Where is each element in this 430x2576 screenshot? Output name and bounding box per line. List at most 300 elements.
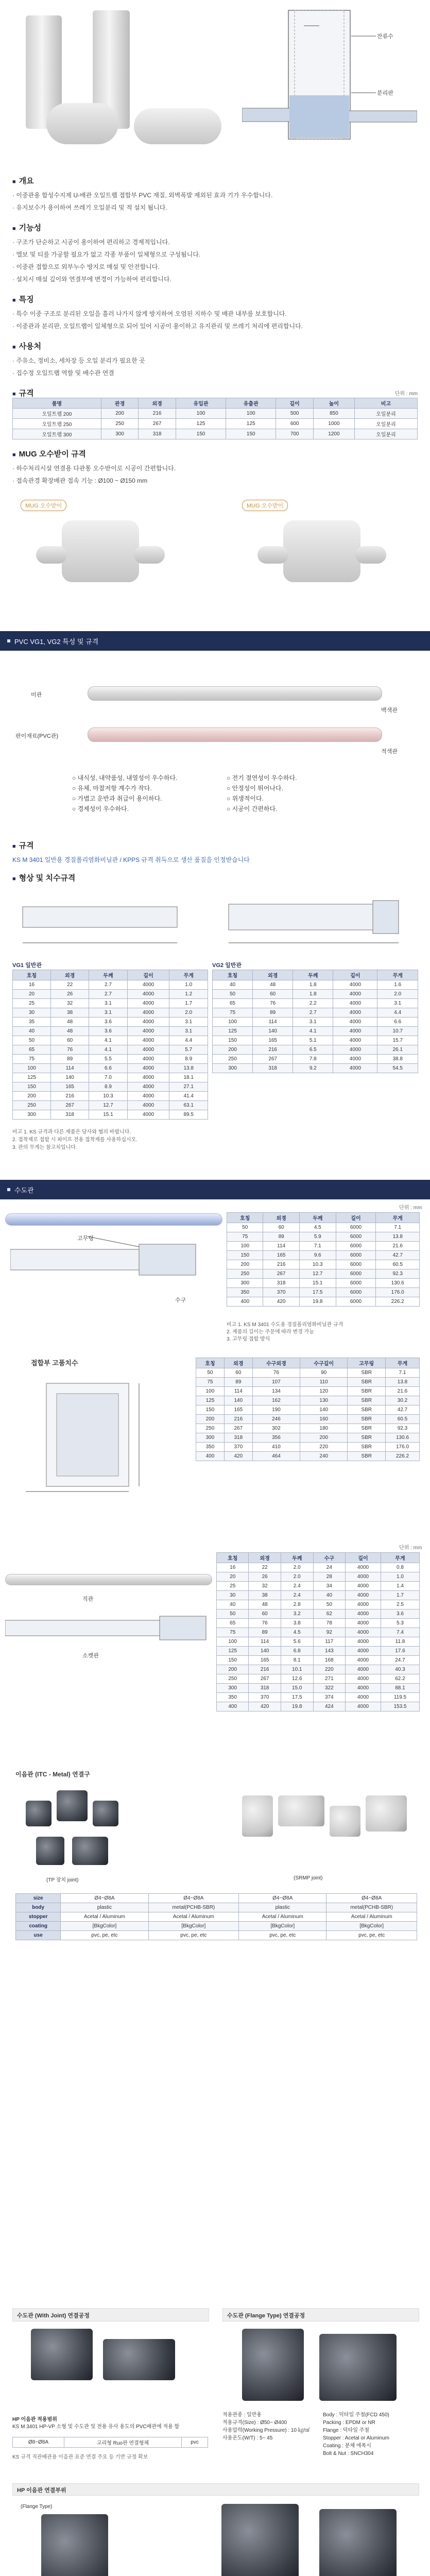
table-cell: 2.7: [89, 980, 127, 990]
th-out: 유출관: [226, 398, 276, 409]
table-cell: 125: [213, 1027, 253, 1036]
fit-left-label: (TP 장치 joint): [46, 1877, 79, 1883]
table-cell: 246: [252, 1415, 300, 1424]
table-cell: 24.7: [381, 1656, 419, 1665]
fitting-part-4: [36, 1837, 64, 1865]
water-note-3: 3. 고무링 접합 방식: [227, 1336, 270, 1342]
oil-trap-description: [12, 175, 419, 402]
table-cell: 374: [313, 1693, 345, 1702]
intro-line-1: · 이중관용 합성수지제 U-배관 오일트랩 접합부 PVC 재질, 외벽폭발 제외된 효과 기가 우수합니다.: [12, 192, 273, 199]
flange-spec-3: 사용압력(Working Pressure) : 10 ㎏/㎠: [222, 2428, 310, 2433]
table-row: [13, 1101, 208, 1110]
table-cell: 4000: [127, 980, 169, 990]
table-cell: 180: [300, 1424, 348, 1433]
table-row: [13, 1036, 208, 1045]
table-row: [217, 1591, 420, 1600]
table3-side-label: 직관: [82, 1596, 94, 1602]
table-cell: 4000: [333, 1036, 377, 1045]
table-cell: 60: [253, 990, 293, 999]
table-cell: 40: [313, 1591, 345, 1600]
table-cell: 4000: [127, 1036, 169, 1045]
table-cell: 322: [313, 1684, 345, 1693]
table-row: Ø8~Ø8A 고리형 Ruo판 연결형체 pvc: [13, 2437, 208, 2448]
table-cell: 130.6: [386, 1433, 420, 1443]
table-cell: 65: [13, 1045, 51, 1055]
fitting-part-9: [366, 1795, 407, 1832]
feature2-line-2: · 이중관과 분리판, 오일트랩이 일체형으로 되어 있어 시공이 용이하고 유지관리 및 쓰레기 처리에 편리합니다.: [12, 323, 303, 330]
table3-label: 소켓관: [82, 1653, 99, 1659]
table-cell: 4000: [127, 999, 169, 1008]
table-cell: 50: [227, 1223, 263, 1232]
table-row: [217, 1563, 420, 1572]
table-cell: 21.6: [376, 1242, 420, 1251]
table-cell: 165: [263, 1251, 299, 1260]
table-cell: 200: [213, 1045, 253, 1055]
joint-right-title: 수도관 (Flange Type) 연결공정: [227, 2313, 305, 2319]
table-row: [13, 1064, 208, 1073]
flange-photo-1: [242, 2329, 304, 2401]
table-cell: 4000: [333, 990, 377, 999]
feature2-title: ■ 특징: [12, 294, 419, 304]
table-row: [13, 980, 208, 990]
table-cell: 4000: [346, 1563, 381, 1572]
table-row: [227, 1242, 420, 1251]
trap-body-left: [46, 103, 118, 144]
table-cell: 26: [51, 990, 89, 999]
table-cell: 4000: [346, 1693, 381, 1702]
table-cell: 92: [313, 1628, 345, 1637]
table-cell: 6000: [336, 1232, 376, 1242]
flange-spec-2: 적용규격(Size) : Ø50~ Ø400: [222, 2420, 287, 2426]
water-table-2: 호칭 외경 수구외경 수구깊이 고무링 무게 50 60 76 90 SBR 7.1 75 89 107 110 SBR 13.8 100 114 134 120 SBR 21.6 125 140 162 130 SBR 30.2 150 165 190 140 SBR 42.7 200 216 246 160 SBR 60.5 250 267 302 180 SBR 92.3 300 318 356 200 SBR 130.6 350 370 410 220 SBR 176.0 400 420 464 240 SBR 226.2: [196, 1358, 420, 1461]
table-cell: 134: [252, 1387, 300, 1396]
table-cell: 200: [227, 1260, 263, 1269]
table-cell: 125: [217, 1647, 249, 1656]
table-cell: SBR: [348, 1378, 386, 1387]
table-row: [213, 1008, 418, 1018]
table-cell: SBR: [348, 1405, 386, 1415]
table-row: [196, 1415, 420, 1424]
pvc-note-1: 비고 1. KS 규격과 다른 제품은 당사와 협의 바랍니다.: [12, 1129, 131, 1135]
table-cell: 2.0: [281, 1563, 313, 1572]
hp-label: HP 이음관 적용범위: [12, 2417, 57, 2422]
hp-table: [12, 2437, 208, 2448]
prop-3: ○ 가볍고 운반과 취급이 용이하다.: [72, 795, 162, 802]
table-cell: 25: [217, 1582, 249, 1591]
std-text: KS M 3401 일반용 경질폴리염화비닐관 / KPPS 규격 취득으로 생산 품질을 인정받습니다: [12, 856, 250, 863]
banner-pvc: [0, 631, 430, 651]
table-cell: 100: [13, 1064, 51, 1073]
table-cell: 5.5: [89, 1055, 127, 1064]
th-name: 품명: [13, 398, 101, 409]
table-cell: 9.6: [299, 1251, 336, 1260]
table-cell: 4000: [127, 1008, 169, 1018]
table-cell: 41.4: [169, 1092, 208, 1101]
fitting-part-1: [26, 1801, 51, 1826]
table-cell: 4000: [346, 1674, 381, 1684]
table-row: [13, 1082, 208, 1092]
table-cell: 4000: [346, 1609, 381, 1619]
mug-body-right: [283, 520, 360, 582]
pipe1-left-label: 미관: [31, 692, 42, 698]
table-row: body plastic metal(PCHB-SBR) plastic metal(PCHB-SBR): [16, 1903, 417, 1912]
table-cell: 2.0: [169, 1008, 208, 1018]
table-cell: 4.1: [293, 1027, 333, 1036]
table-cell: 4000: [127, 1101, 169, 1110]
table-cell: 2.5: [381, 1600, 419, 1609]
table-cell: 89: [51, 1055, 89, 1064]
table-row: [196, 1405, 420, 1415]
table-cell: 200: [13, 1092, 51, 1101]
table-cell: 125: [196, 1396, 225, 1405]
pvc-notes: [12, 1128, 137, 1151]
table-cell: 89: [224, 1378, 252, 1387]
water-notes: [227, 1321, 343, 1343]
mug-tag-left: MUG 오수받이: [21, 500, 66, 511]
table-cell: 18.1: [169, 1073, 208, 1082]
table-cell: 15.0: [281, 1684, 313, 1693]
multi-inlet-block: [12, 448, 419, 488]
table-row: [227, 1223, 420, 1232]
vg2-table: 호칭 외경 두께 길이 무게 40 48 1.8 4000 1.6 50 60 1.8 4000 2.0 65 76 2.2 4000 3.1 75 89 2.7 4000 4.4 100 114 3.1 4000 6.6 125 140 4.1 4000 10.7 150 165 5.1 4000 15.7 200 216 6.5 4000 26.1 250 267 7.8 4000 38.8 300 318 9.2 4000 54.5: [212, 970, 418, 1073]
table-cell: 125: [13, 1073, 51, 1082]
table-left-title: VG1 일반관: [12, 962, 42, 969]
table-cell: 10.1: [281, 1665, 313, 1674]
label-socket: 수구: [175, 1297, 186, 1303]
table-cell: 4000: [346, 1684, 381, 1693]
socket-pipe-image: [5, 1574, 212, 1585]
multi-title: ■ MUG 오수받이 규격: [12, 448, 419, 459]
table-cell: 76: [252, 1368, 300, 1378]
product-photo-area: [15, 5, 232, 160]
table-cell: 400: [227, 1297, 263, 1307]
table-cell: 22: [51, 980, 89, 990]
table-cell: 38: [249, 1591, 281, 1600]
use-line-2: · 집수정 오일트랩 역할 및 배수관 연결: [12, 369, 114, 377]
prop-4: ○ 경제성이 우수하다.: [72, 805, 129, 812]
table-row: use pvc, pe, etc pvc, pe, etc pvc, pe, etc pvc, pe, etc: [16, 1931, 417, 1940]
pipe-red: [88, 727, 382, 742]
table-cell: 4.5: [299, 1223, 336, 1232]
table-cell: 65: [213, 999, 253, 1008]
water-note-1: 비고 1. KS M 3401 수도용 경질폴리염화비닐관 규격: [227, 1322, 343, 1328]
spec-title: ■ 규격: [12, 387, 419, 398]
th-od: 외경: [139, 398, 176, 409]
table-cell: 3.6: [89, 1027, 127, 1036]
feature-title: ■ 기능성: [12, 222, 419, 233]
table-cell: 6000: [336, 1223, 376, 1232]
table-cell: SBR: [348, 1443, 386, 1452]
table-cell: 216: [253, 1045, 293, 1055]
table-cell: 60: [263, 1223, 299, 1232]
table-cell: 1.8: [293, 980, 333, 990]
th-len: 길이: [276, 398, 314, 409]
use-title: ■ 사용처: [12, 341, 419, 351]
table-row: [217, 1693, 420, 1702]
label-residual: 잔류수: [377, 33, 393, 40]
table-row: [217, 1702, 420, 1711]
table-cell: 119.5: [381, 1693, 419, 1702]
table-cell: 2.7: [89, 990, 127, 999]
table-cell: 12.6: [281, 1674, 313, 1684]
table-cell: 3.6: [89, 1018, 127, 1027]
table-cell: 40.3: [381, 1665, 419, 1674]
pipe-dim-drawing: [12, 886, 419, 953]
table-cell: 40: [213, 980, 253, 990]
table-cell: 350: [196, 1443, 225, 1452]
water-table-1-body: [227, 1223, 420, 1307]
table-cell: 1.0: [381, 1572, 419, 1582]
table-cell: 165: [51, 1082, 89, 1092]
table-row: 오일트랩 300 300 318 150 150 700 1200 오일분리: [13, 429, 418, 439]
table-row: [13, 1110, 208, 1120]
table-row: [13, 990, 208, 999]
table-cell: 4000: [127, 1027, 169, 1036]
fit-right-label: (SRMP joint): [294, 1875, 323, 1881]
table-cell: 89: [253, 1008, 293, 1018]
table-cell: 100: [217, 1637, 249, 1647]
table-cell: 75: [13, 1055, 51, 1064]
table-cell: 60: [249, 1609, 281, 1619]
table-cell: 7.1: [386, 1368, 420, 1378]
table-cell: 1.6: [377, 980, 418, 990]
table-cell: SBR: [348, 1387, 386, 1396]
table-cell: 76: [249, 1619, 281, 1628]
table-cell: 42.7: [376, 1251, 420, 1260]
table-cell: 5.6: [281, 1637, 313, 1647]
table-cell: 420: [263, 1297, 299, 1307]
table-row: [213, 1045, 418, 1055]
table-cell: 165: [253, 1036, 293, 1045]
table-cell: 48: [253, 980, 293, 990]
table-cell: 271: [313, 1674, 345, 1684]
feature-line-3: · 이중관 접합으로 외부누수 방지로 매설 및 안전합니다.: [12, 263, 160, 270]
mid-title: HP 이음관 연결부위: [17, 2487, 66, 2494]
table-row: [227, 1297, 420, 1307]
table-cell: 12.7: [89, 1101, 127, 1110]
table-cell: 30.2: [386, 1396, 420, 1405]
vg2-body: [213, 980, 418, 1073]
table-row: [213, 1055, 418, 1064]
hp-block: [12, 2416, 208, 2431]
table-cell: 150: [227, 1251, 263, 1260]
flange-spec: [222, 2411, 418, 2458]
table-cell: 6000: [336, 1288, 376, 1297]
table-cell: 4000: [346, 1647, 381, 1656]
table-cell: 48: [51, 1018, 89, 1027]
table-cell: 92.3: [386, 1424, 420, 1433]
table-cell: 302: [252, 1424, 300, 1433]
table-cell: 6000: [336, 1269, 376, 1279]
table-cell: 7.0: [89, 1073, 127, 1082]
fitting-part-8: [330, 1806, 360, 1837]
intro-title: ■ 개요: [12, 175, 419, 186]
table-cell: 19.8: [299, 1297, 336, 1307]
table-cell: 318: [51, 1110, 89, 1120]
flange-mat-4: Stopper : Acetal or Aluminum: [323, 2435, 389, 2441]
table-cell: 48: [51, 1027, 89, 1036]
mid-photo-2: [221, 2504, 299, 2576]
table-cell: 38.8: [377, 1055, 418, 1064]
table-row: [217, 1628, 420, 1637]
table-row: [196, 1452, 420, 1461]
mug-stub-right-2: [355, 546, 386, 564]
table-cell: 114: [249, 1637, 281, 1647]
fitting-part-7: [278, 1795, 324, 1826]
feature-line-1: · 구조가 단순하고 시공이 용이하여 편리하고 경제적입니다.: [12, 239, 170, 246]
table-cell: 400: [217, 1702, 249, 1711]
table-cell: 110: [300, 1378, 348, 1387]
table-cell: 216: [224, 1415, 252, 1424]
joint-drawing: [15, 1373, 185, 1497]
table-cell: 3.1: [377, 999, 418, 1008]
table-cell: 5.1: [293, 1036, 333, 1045]
table-cell: 40: [217, 1600, 249, 1609]
table-cell: 6000: [336, 1242, 376, 1251]
table-row: [217, 1647, 420, 1656]
table-cell: 160: [300, 1415, 348, 1424]
table-cell: 4.1: [89, 1045, 127, 1055]
dim-title: ■ 형상 및 치수규격: [12, 872, 419, 883]
pipe1-label: 백색관: [381, 707, 398, 714]
table-cell: 120: [300, 1387, 348, 1396]
table-cell: 21.6: [386, 1387, 420, 1396]
table-cell: 176.0: [376, 1288, 420, 1297]
table-cell: 140: [253, 1027, 293, 1036]
table-cell: 9.2: [293, 1064, 333, 1073]
table-cell: 1.2: [169, 990, 208, 999]
flange-mat-2: Packing : EPDM or NR: [323, 2420, 375, 2426]
table-cell: 62: [313, 1609, 345, 1619]
table-cell: 4000: [346, 1582, 381, 1591]
mid-title-box: [12, 2483, 419, 2496]
table-cell: 27.1: [169, 1082, 208, 1092]
feature-line-4: · 설치시 매설 깊이와 연결부에 변경이 가능하여 편리합니다.: [12, 276, 171, 283]
table-row: [213, 1027, 418, 1036]
table-cell: 4000: [346, 1665, 381, 1674]
fit-title: 이음관 (ITC - Metal) 연결구: [15, 1771, 90, 1778]
table-cell: 1.7: [169, 999, 208, 1008]
table-cell: 4000: [127, 1055, 169, 1064]
joint-right-title-box: [222, 2308, 419, 2321]
table-cell: 89: [249, 1628, 281, 1637]
joint-left-title: 수도관 (With Joint) 연결공정: [17, 2313, 90, 2319]
table-cell: 50: [313, 1600, 345, 1609]
table-right-title: VG2 일반관: [212, 962, 242, 969]
table-cell: 350: [227, 1288, 263, 1297]
table-cell: 11.8: [381, 1637, 419, 1647]
prop-6: ○ 안정성이 뛰어나다.: [227, 785, 283, 792]
table-cell: 200: [196, 1415, 225, 1424]
fitting-part-6: [242, 1795, 273, 1837]
table-row: [227, 1288, 420, 1297]
banner-dot-icon: [7, 639, 10, 642]
hp-note: KS 규격 직관배관용 이음관 표준 연결 주요 등 기반 규정 확보: [12, 2454, 148, 2460]
table-cell: 8.1: [281, 1656, 313, 1665]
vg1-body: [13, 980, 208, 1120]
water-pipe-image: [5, 1213, 222, 1226]
table-cell: 250: [196, 1424, 225, 1433]
pipe2-label: 적색관: [381, 749, 398, 755]
table-cell: 2.0: [281, 1572, 313, 1582]
table-cell: 35: [13, 1018, 51, 1027]
table-cell: 8.9: [169, 1055, 208, 1064]
pvc-note-2: 2. 접착제로 접합 시 파이프 전용 접착제를 사용하십시오.: [12, 1137, 138, 1143]
table-cell: 216: [51, 1092, 89, 1101]
table-row: [13, 1045, 208, 1055]
table-cell: 4000: [346, 1591, 381, 1600]
table-cell: 318: [224, 1433, 252, 1443]
table-cell: 4.5: [281, 1628, 313, 1637]
table-cell: 4000: [333, 1064, 377, 1073]
table-cell: 3.1: [169, 1018, 208, 1027]
table-cell: 89: [263, 1232, 299, 1242]
table-row: [227, 1260, 420, 1269]
table-row: [213, 1064, 418, 1073]
table-cell: SBR: [348, 1368, 386, 1378]
table-row: [13, 1055, 208, 1064]
table-cell: 32: [51, 999, 89, 1008]
table-row: [196, 1387, 420, 1396]
trap-cross-section: [242, 5, 417, 160]
table-row: [213, 1036, 418, 1045]
table-cell: 3.1: [89, 999, 127, 1008]
table-cell: 4000: [346, 1628, 381, 1637]
th-note: 비고: [354, 398, 417, 409]
flange-mat-3: Flange : 덕타일 주철: [323, 2428, 369, 2433]
table-cell: 60: [224, 1368, 252, 1378]
table-cell: 420: [224, 1452, 252, 1461]
table-cell: 464: [252, 1452, 300, 1461]
table-cell: 143: [313, 1647, 345, 1656]
mug-tag-right: MUG 오수받이: [242, 500, 288, 511]
table-cell: 15.1: [89, 1110, 127, 1120]
table-cell: 4000: [127, 1045, 169, 1055]
joint-photo-left-2: [103, 2339, 175, 2380]
table-cell: 300: [13, 1110, 51, 1120]
table-cell: 2.7: [293, 1008, 333, 1018]
table-cell: SBR: [348, 1424, 386, 1433]
table-cell: 4000: [127, 990, 169, 999]
feature-line-2: · 엘보 및 티를 가공할 필요가 없고 각종 부품이 일체형으로 구성됩니다.: [12, 251, 201, 258]
table-cell: 4.4: [377, 1008, 418, 1018]
table-cell: 15.7: [377, 1036, 418, 1045]
table-cell: 300: [217, 1684, 249, 1693]
table-row: [13, 1092, 208, 1101]
table-cell: 370: [263, 1288, 299, 1297]
table-cell: 75: [213, 1008, 253, 1018]
table-cell: 6000: [336, 1279, 376, 1288]
table-cell: 25: [13, 999, 51, 1008]
table-row: [196, 1433, 420, 1443]
table-cell: 4000: [127, 1064, 169, 1073]
intro-line-2: · 유지보수가 용이하여 쓰레기 오일분리 및 적 설치 됩니다.: [12, 204, 167, 211]
table-row: [213, 1018, 418, 1027]
table-cell: 32: [249, 1582, 281, 1591]
pvc-props: [72, 773, 381, 814]
use-line-1: · 주유소, 정비소, 세차장 등 오일 분리가 필요한 곳: [12, 357, 145, 364]
flange-mat-1: Body : 덕타일 주철(FCD 450): [323, 2412, 389, 2418]
table-row: [196, 1396, 420, 1405]
table-cell: 4000: [346, 1600, 381, 1609]
table-cell: 3.6: [381, 1609, 419, 1619]
table-cell: 16: [13, 980, 51, 990]
table-cell: 50: [213, 990, 253, 999]
table-cell: 20: [13, 990, 51, 999]
water-note-2: 2. 제품의 길이는 주문에 따라 변경 가능: [227, 1329, 314, 1335]
table-cell: 7.8: [293, 1055, 333, 1064]
table-cell: 100: [196, 1387, 225, 1396]
